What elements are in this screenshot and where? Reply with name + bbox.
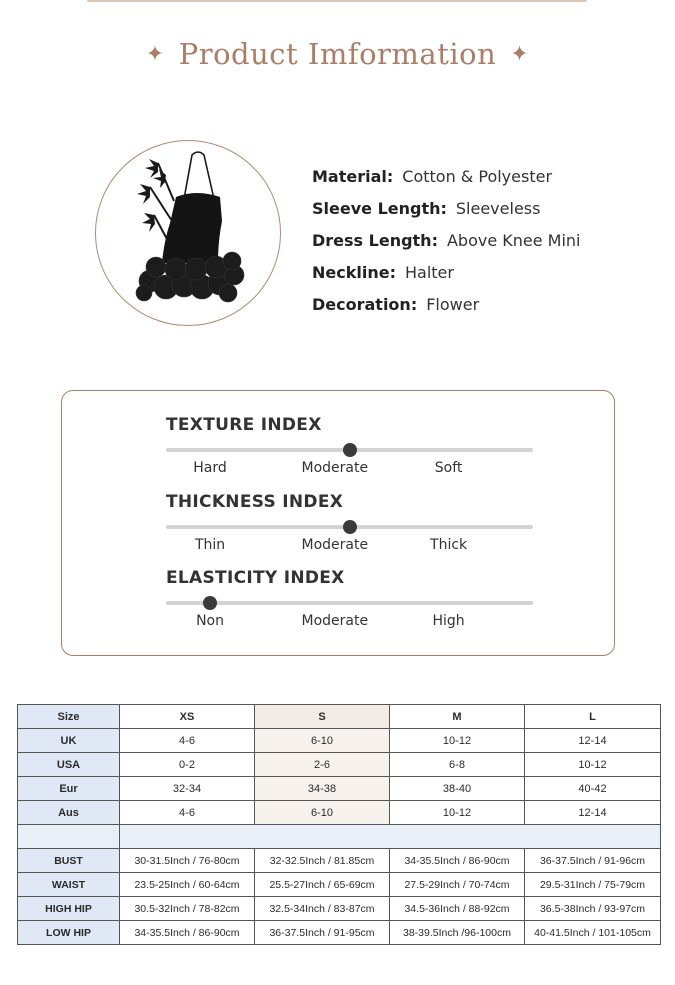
index-knob <box>343 520 357 534</box>
spec-row-dress-length <box>312 224 581 256</box>
index-title: TEXTURE INDEX <box>166 415 322 435</box>
table-cell: 30-31.5Inch / 76-80cm <box>120 849 255 873</box>
spec-list <box>312 160 581 320</box>
row-header: USA <box>18 753 120 777</box>
spec-row-neckline <box>312 256 581 288</box>
row-header: LOW HIP <box>18 921 120 945</box>
header-cell: Size <box>18 705 120 729</box>
page-title-text: Product Imformation <box>178 37 497 71</box>
tick-label-mid: Moderate <box>301 537 369 553</box>
table-cell: 0-2 <box>120 753 255 777</box>
table-row <box>18 873 661 897</box>
header-cell: L <box>525 705 661 729</box>
table-cell: 25.5-27Inch / 65-69cm <box>255 873 390 897</box>
spec-label: Decoration: <box>312 294 418 314</box>
tick-label-mid: Moderate <box>301 613 369 629</box>
table-cell: 38-40 <box>390 777 525 801</box>
index-track <box>166 448 533 452</box>
table-spacer-row <box>18 825 661 849</box>
table-cell: 23.5-25Inch / 60-64cm <box>120 873 255 897</box>
table-header-row <box>18 705 661 729</box>
tick-label-high: High <box>432 613 465 629</box>
index-knob <box>203 596 217 610</box>
header-cell: S <box>255 705 390 729</box>
sparkle-right-icon: ✦ <box>510 41 530 67</box>
row-header: Aus <box>18 801 120 825</box>
index-knob <box>343 443 357 457</box>
table-cell: 27.5-29Inch / 70-74cm <box>390 873 525 897</box>
fabric-index-card <box>61 390 615 656</box>
table-cell: 29.5-31Inch / 75-79cm <box>525 873 661 897</box>
table-row <box>18 777 661 801</box>
page-title <box>0 34 675 74</box>
table-cell: 4-6 <box>120 801 255 825</box>
tick-label-low: Non <box>196 613 224 629</box>
spec-value: Cotton & Polyester <box>402 166 553 186</box>
table-cell: 6-10 <box>255 729 390 753</box>
tick-label-low: Hard <box>193 460 227 476</box>
tick-label-mid: Moderate <box>301 460 369 476</box>
table-cell: 38-39.5Inch /96-100cm <box>390 921 525 945</box>
index-title: ELASTICITY INDEX <box>166 568 345 588</box>
table-cell: 12-14 <box>525 801 661 825</box>
spec-label: Sleeve Length: <box>312 198 447 218</box>
table-cell: 40-41.5Inch / 101-105cm <box>525 921 661 945</box>
spec-value: Sleeveless <box>455 198 541 218</box>
index-title: THICKNESS INDEX <box>166 492 344 512</box>
table-cell: 32.5-34Inch / 83-87cm <box>255 897 390 921</box>
table-cell: 6-10 <box>255 801 390 825</box>
table-cell: 10-12 <box>390 729 525 753</box>
sparkle-left-icon: ✦ <box>145 41 165 67</box>
table-row <box>18 801 661 825</box>
tick-label-high: Thick <box>430 537 468 553</box>
table-cell: 34-38 <box>255 777 390 801</box>
row-header: UK <box>18 729 120 753</box>
table-cell: 2-6 <box>255 753 390 777</box>
table-cell: 32-32.5Inch / 81.85cm <box>255 849 390 873</box>
table-cell: 10-12 <box>390 801 525 825</box>
top-divider <box>87 0 587 2</box>
table-cell: 4-6 <box>120 729 255 753</box>
table-cell: 40-42 <box>525 777 661 801</box>
table-cell: 36-37.5Inch / 91-96cm <box>525 849 661 873</box>
table-cell: 10-12 <box>525 753 661 777</box>
table-cell: 34-35.5Inch / 86-90cm <box>120 921 255 945</box>
dress-icon <box>96 141 281 326</box>
index-track <box>166 525 533 529</box>
table-row <box>18 753 661 777</box>
index-track <box>166 601 533 605</box>
table-cell: 6-8 <box>390 753 525 777</box>
header-cell: M <box>390 705 525 729</box>
row-header: WAIST <box>18 873 120 897</box>
product-image <box>95 140 281 326</box>
table-cell: 12-14 <box>525 729 661 753</box>
spec-label: Dress Length: <box>312 230 438 250</box>
table-row <box>18 921 661 945</box>
row-header: BUST <box>18 849 120 873</box>
spacer-cell <box>120 825 661 849</box>
table-row <box>18 897 661 921</box>
spec-value: Flower <box>426 294 480 314</box>
spec-value: Halter <box>404 262 454 282</box>
spec-row-material <box>312 160 581 192</box>
table-cell: 34.5-36Inch / 88-92cm <box>390 897 525 921</box>
tick-label-low: Thin <box>194 537 226 553</box>
spacer-cell <box>18 825 120 849</box>
header-cell: XS <box>120 705 255 729</box>
row-header: HIGH HIP <box>18 897 120 921</box>
row-header: Eur <box>18 777 120 801</box>
spec-label: Material: <box>312 166 394 186</box>
tick-label-high: Soft <box>434 460 463 476</box>
table-cell: 36-37.5Inch / 91-95cm <box>255 921 390 945</box>
table-cell: 32-34 <box>120 777 255 801</box>
table-row <box>18 849 661 873</box>
size-chart-table <box>17 704 661 945</box>
table-cell: 30.5-32Inch / 78-82cm <box>120 897 255 921</box>
spec-row-decoration <box>312 288 581 320</box>
spec-row-sleeve-length <box>312 192 581 224</box>
spec-value: Above Knee Mini <box>446 230 581 250</box>
spec-label: Neckline: <box>312 262 396 282</box>
table-cell: 36.5-38Inch / 93-97cm <box>525 897 661 921</box>
table-cell: 34-35.5Inch / 86-90cm <box>390 849 525 873</box>
table-row <box>18 729 661 753</box>
